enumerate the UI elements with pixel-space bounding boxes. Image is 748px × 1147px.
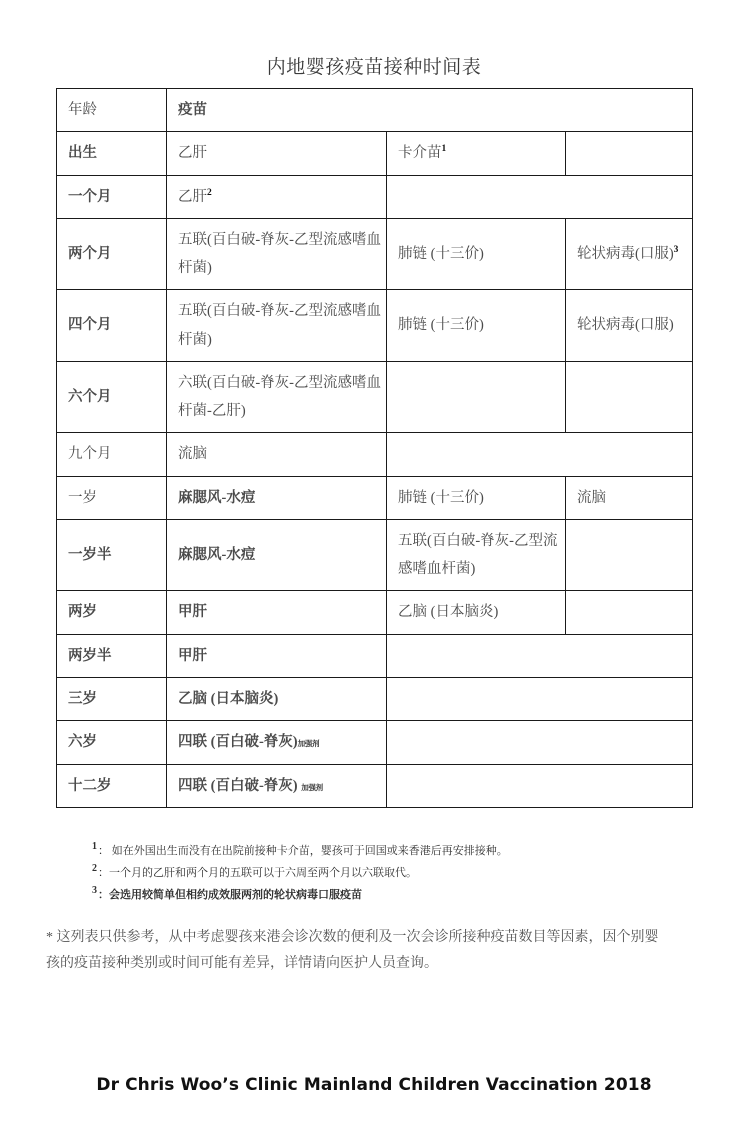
page-footer: Dr Chris Woo’s Clinic Mainland Children Vaccination 2018 [96, 1075, 652, 1095]
vaccine-cell [167, 634, 387, 677]
footnote-number: 1 [92, 841, 97, 853]
vaccine-label: 流脑 [178, 446, 207, 463]
table-header-row [57, 89, 693, 132]
table-row [57, 218, 693, 290]
vaccine-cell [167, 764, 387, 807]
vaccine-label: 麻腮风-水痘 [178, 547, 256, 564]
vaccine-label: 卡介苗 [398, 145, 442, 162]
age-cell: 十二岁 [57, 764, 167, 807]
vaccine-cell [566, 361, 693, 433]
vaccine-cell [387, 764, 693, 807]
vaccine-cell [167, 361, 387, 433]
vaccine-cell [387, 677, 693, 720]
table-body [57, 89, 693, 808]
vaccine-label: 肺链 (十三价) [398, 317, 484, 334]
vaccine-cell [387, 519, 566, 591]
footnote-number: 2 [92, 863, 97, 875]
vaccine-label: 五联(百白破-脊灰-乙型流感嗜血杆菌) [398, 532, 558, 578]
footnote-text: ：一个月的乙肝和两个月的五联可以于六周至两个月以六联取代。 [98, 867, 417, 880]
vaccine-label: 乙脑 (日本脑炎) [178, 690, 279, 707]
vaccine-cell [167, 519, 387, 591]
vaccine-label: 甲肝 [178, 604, 207, 621]
vaccine-cell [566, 476, 693, 519]
age-cell: 三岁 [57, 677, 167, 720]
vaccine-label: 六联(百白破-脊灰-乙型流感嗜血杆菌-乙肝) [178, 374, 381, 420]
page-title: 内地婴孩疫苗接种时间表 [266, 56, 482, 78]
vaccine-label: 乙肝 [178, 145, 207, 162]
age-cell: 一个月 [57, 175, 167, 218]
vaccination-schedule-table [56, 88, 693, 808]
empty-white-patch [388, 363, 539, 399]
vaccine-cell [566, 591, 693, 634]
table-row [57, 476, 693, 519]
table-row [57, 433, 693, 476]
age-cell: 两岁 [57, 591, 167, 634]
vaccine-cell [167, 433, 387, 476]
vaccine-cell [387, 634, 693, 677]
vaccine-cell [387, 591, 566, 634]
table-row [57, 677, 693, 720]
footnote-number: 3 [92, 885, 97, 897]
vaccine-label: 四联 (百白破-脊灰) [178, 777, 302, 794]
table-row [57, 721, 693, 764]
footnote-marker: 3 [673, 245, 679, 256]
vaccine-label: 五联(百白破-脊灰-乙型流感嗜血杆菌) [178, 231, 381, 277]
age-cell: 四个月 [57, 290, 167, 362]
table-row [57, 634, 693, 677]
footnote-marker: 2 [207, 187, 212, 198]
footnote-marker: 1 [441, 144, 447, 155]
vaccine-label: 麻腮风-水痘 [178, 489, 256, 506]
footnote-text: ：会选用较简单但相约成效服两剂的轮状病毒口服疫苗 [98, 889, 362, 902]
vaccine-label: 肺链 (十三价) [398, 489, 484, 506]
vaccine-cell [387, 218, 566, 290]
table-row [57, 591, 693, 634]
footnote [92, 865, 692, 882]
age-cell: 九个月 [57, 433, 167, 476]
vaccine-cell [167, 218, 387, 290]
disclaimer-note: * 这列表只供参考，从中考虑婴孩来港会诊次数的便利及一次会诊所接种疫苗数目等因素，因个别婴孩的疫苗接种类别或时间可能有差异，详情请向医护人员查询。 [46, 930, 659, 971]
vaccine-cell [167, 290, 387, 362]
age-cell: 两岁半 [57, 634, 167, 677]
vaccine-cell [387, 433, 693, 476]
vaccine-cell [167, 591, 387, 634]
table-row [57, 764, 693, 807]
table-row [57, 290, 693, 362]
footnote [92, 843, 692, 860]
vaccine-label: 肺链 (十三价) [398, 245, 484, 262]
vaccine-cell [566, 132, 693, 175]
vaccine-cell [167, 721, 387, 764]
vaccine-label: 轮状病毒(口服) [577, 245, 674, 262]
vaccine-cell [566, 519, 693, 591]
header-vaccine: 疫苗 [167, 89, 693, 132]
age-cell: 六岁 [57, 721, 167, 764]
age-cell: 六个月 [57, 361, 167, 433]
table-row [57, 132, 693, 175]
vaccine-label: 五联(百白破-脊灰-乙型流感嗜血杆菌) [178, 303, 381, 348]
vaccine-cell [167, 175, 387, 218]
booster-note: 加强剂 [297, 739, 320, 749]
vaccine-cell [167, 677, 387, 720]
table-row [57, 519, 693, 591]
vaccine-cell [566, 218, 693, 290]
age-cell: 两个月 [57, 218, 167, 290]
vaccine-label: 四联 (百白破-脊灰) [178, 734, 298, 751]
vaccine-label: 流脑 [577, 489, 606, 506]
age-cell: 出生 [57, 132, 167, 175]
vaccine-cell [387, 132, 566, 175]
vaccination-schedule-table-wrapper [56, 88, 692, 808]
vaccine-label: 乙肝 [178, 188, 207, 205]
footnote [92, 887, 692, 904]
age-cell: 一岁 [57, 476, 167, 519]
vaccine-cell [167, 476, 387, 519]
age-cell: 一岁半 [57, 519, 167, 591]
vaccine-cell [566, 290, 693, 362]
vaccine-label: 轮状病毒(口服) [577, 317, 674, 334]
table-row [57, 361, 693, 433]
vaccine-cell [387, 175, 693, 218]
vaccine-cell [387, 361, 566, 433]
booster-note: 加强剂 [301, 782, 323, 792]
table-row [57, 175, 693, 218]
vaccine-cell [387, 476, 566, 519]
footnotes [92, 843, 692, 909]
footnote-text: ： 如在外国出生而没有在出院前接种卡介苗，婴孩可于回国或来香港后再安排接种。 [98, 845, 508, 857]
vaccine-cell [387, 290, 566, 362]
vaccine-cell [387, 721, 693, 764]
vaccine-label: 乙脑 (日本脑炎) [398, 604, 499, 621]
vaccine-cell [167, 132, 387, 175]
header-age: 年龄 [57, 89, 167, 132]
vaccine-label: 甲肝 [178, 647, 207, 664]
